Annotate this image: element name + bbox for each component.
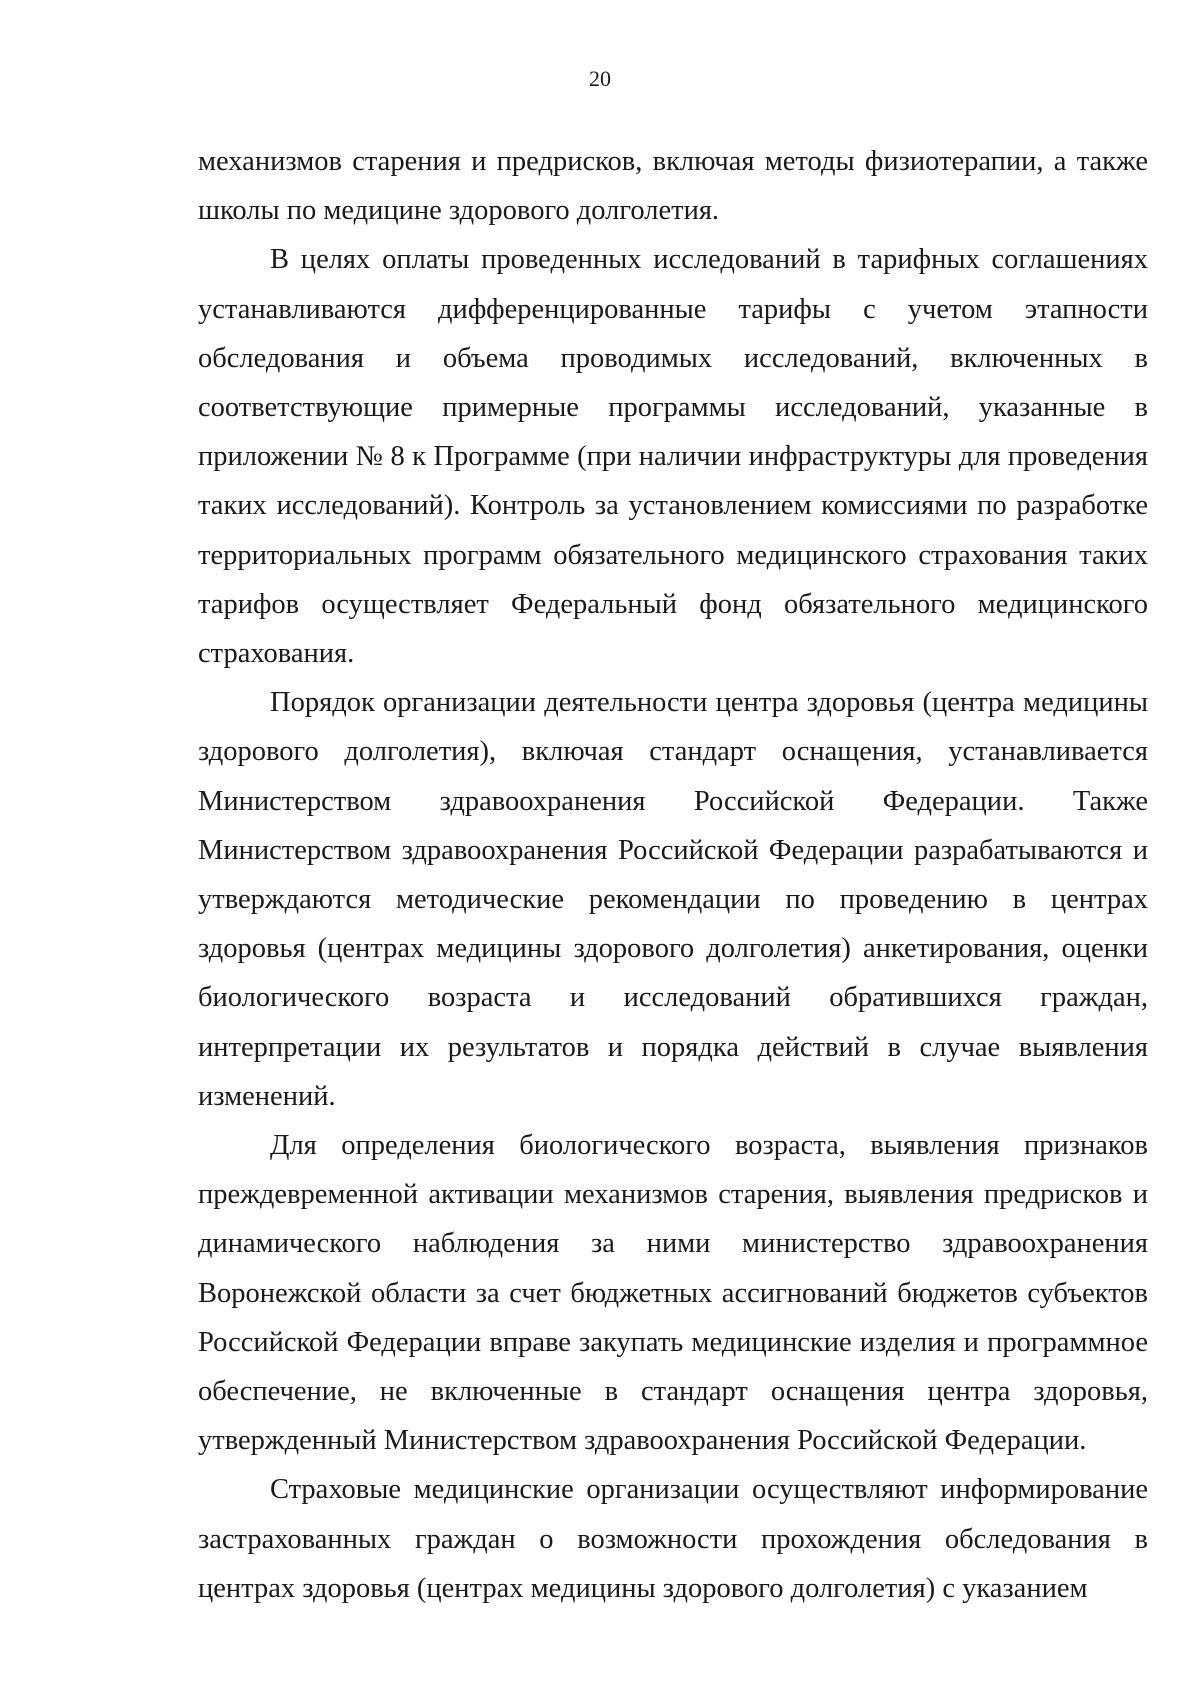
paragraph-3: Порядок организации деятельности центра здоровья (центра медицины здорового долголетия), включая стандарт оснащения, устанавливается Министерством здравоохранения Российской Федерации. Также Министерством здравоохранения Российской Федерации разрабатываются и утверждаются методические рекомендации по проведению в центрах здоровья (центрах медицины здорового долголетия) анкетирования, оценки биологического возраста и исследований обратившихся граждан, интерпретации их результатов и порядка действий в случае выявления изменений.	[198, 687, 1148, 1112]
paragraph-2: В целях оплаты проведенных исследований в тарифных соглашениях устанавливаются дифференцированные тарифы с учетом этапности обследования и объема проводимых исследований, включенных в соответствующие примерные программы исследований, указанные в приложении № 8 к Программе (при наличии инфраструктуры для проведения таких исследований). Контроль за установлением комиссиями по разработке территориальных программ обязательного медицинского страхования таких тарифов осуществляет Федеральный фонд обязательного медицинского страхования.	[198, 244, 1148, 670]
paragraph-4: Для определения биологического возраста, выявления признаков преждевременной активации механизмов старения, выявления предрисков и динамического наблюдения за ними министерство здравоохранения Воронежской области за счет бюджетных ассигнований бюджетов субъектов Российской Федерации вправе закупать медицинские изделия и программное обеспечение, не включенные в стандарт оснащения центра здоровья, утвержденный Министерством здравоохранения Российской Федерации.	[198, 1130, 1148, 1457]
paragraph-1: механизмов старения и предрисков, включая методы физиотерапии, а также школы по медицине здорового долголетия.	[198, 146, 1148, 227]
page-number: 20	[589, 66, 611, 91]
paragraph-5: Страховые медицинские организации осуществляют информирование застрахованных граждан о возможности прохождения обследования в центрах здоровья (центрах медицины здорового долголетия) с указанием	[198, 1474, 1148, 1604]
document-body	[198, 137, 1148, 1613]
